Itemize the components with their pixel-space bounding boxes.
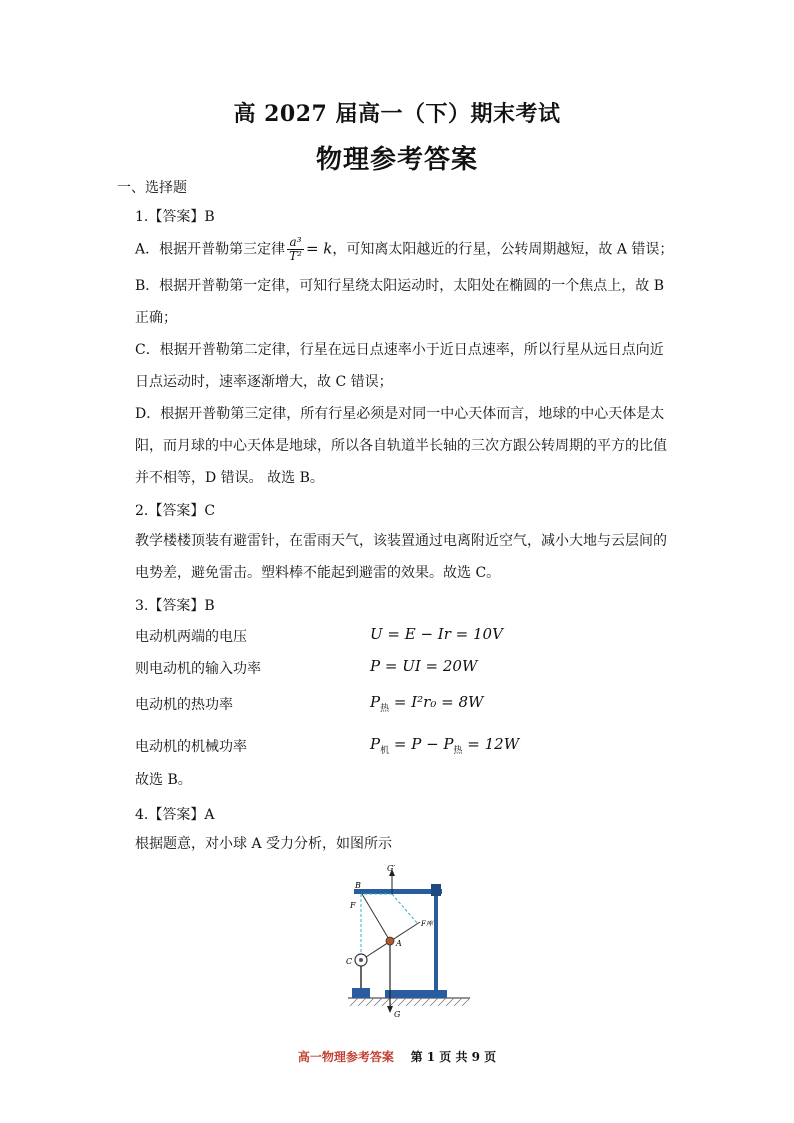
- label-b: B: [355, 881, 361, 890]
- q3-row-voltage-label: 电动机两端的电压: [135, 629, 247, 645]
- q3-row-input-power-eq: P = UI = 20W: [370, 657, 478, 675]
- page-footer: [0, 1048, 794, 1065]
- arrow-g: [387, 1006, 393, 1013]
- q3-row-voltage-eq: U = E − Ir = 10V: [370, 625, 503, 643]
- q3-row-heat-power-label: 电动机的热功率: [135, 697, 233, 713]
- ball-a: [386, 937, 394, 945]
- insulating-base: [352, 988, 370, 998]
- q3-row-heat-power-eq: $P_热 = I^2r_0 = 8W$: [370, 693, 484, 714]
- q3-row-input-power-label: 则电动机的输入功率: [135, 661, 261, 677]
- q2-line2: 电势差，避免雷击。塑料棒不能起到避雷的效果。故选 C。: [135, 565, 501, 581]
- q4-answer: 4.【答案】A: [135, 807, 215, 823]
- label-c: C: [346, 957, 353, 966]
- q1-option-b-line2: 正确；: [135, 310, 177, 326]
- section-heading: 一、选择题: [117, 180, 187, 196]
- footer-page-number: 第 1 页 共 9 页: [410, 1050, 497, 1064]
- q3-conclusion: 故选 B。: [135, 772, 192, 788]
- q1-option-d-line1: D．根据开普勒第三定律，所有行星必须是对同一中心天体而言，地球的中心天体是太: [135, 406, 665, 422]
- label-g: G: [394, 1010, 401, 1019]
- q3-row-mech-power-eq: $P_机 = P - P_热 = 12W$: [370, 735, 520, 756]
- q2-answer: 2.【答案】C: [135, 503, 216, 519]
- stand-pole: [434, 888, 438, 992]
- stand-rod: [354, 889, 442, 894]
- q2-line1: 教学楼楼顶装有避雷针，在雷雨天气，该装置通过电离附近空气，减小大地与云层间的: [135, 533, 667, 549]
- string-ba: [362, 894, 390, 941]
- force-diagram: [330, 860, 480, 1020]
- label-a: A: [396, 939, 402, 948]
- label-g-prime: G′: [387, 864, 396, 873]
- exam-title: 高 2027 届高一（下）期末考试: [233, 101, 561, 127]
- q3-answer: 3.【答案】B: [135, 598, 215, 614]
- q1-answer: 1.【答案】B: [135, 209, 215, 225]
- label-f-ku: F库: [421, 920, 433, 928]
- q1-option-c-line1: C．根据开普勒第二定律，行星在远日点速率小于近日点速率，所以行星从远日点向近: [135, 342, 664, 358]
- q3-row-mech-power-label: 电动机的机械功率: [135, 739, 247, 755]
- q1-option-c-line2: 日点运动时，速率逐渐增大，故 C 错误；: [135, 374, 393, 390]
- kepler-fraction: $\frac{\text{a³}}{\text{T²}}$: [289, 235, 302, 263]
- q1-option-a: A．根据开普勒第三定律 $\frac{\text{a³}}{\text{T²}}$ = k，可知离太阳越近的行星，公转周期越短，故 A 错误；: [135, 235, 674, 263]
- q1-option-d-line3: 并不相等，D 错误。 故选 B。: [135, 470, 324, 486]
- footer-doc-name: 高一物理参考答案: [297, 1050, 394, 1064]
- subject-title: 物理参考答案: [315, 145, 478, 175]
- ground: [348, 998, 470, 1006]
- label-f: F: [350, 901, 356, 910]
- clamp: [431, 884, 441, 896]
- q1-option-d-line2: 阳，而月球的中心天体是地球，所以各自轨道半长轴的三次方跟公转周期的平方的比值: [135, 438, 667, 454]
- q4-line1: 根据题意，对小球 A 受力分析，如图所示: [135, 836, 393, 852]
- q1-option-b-line1: B．根据开普勒第一定律，可知行星绕太阳运动时，太阳处在椭圆的一个焦点上，故 B: [135, 278, 665, 294]
